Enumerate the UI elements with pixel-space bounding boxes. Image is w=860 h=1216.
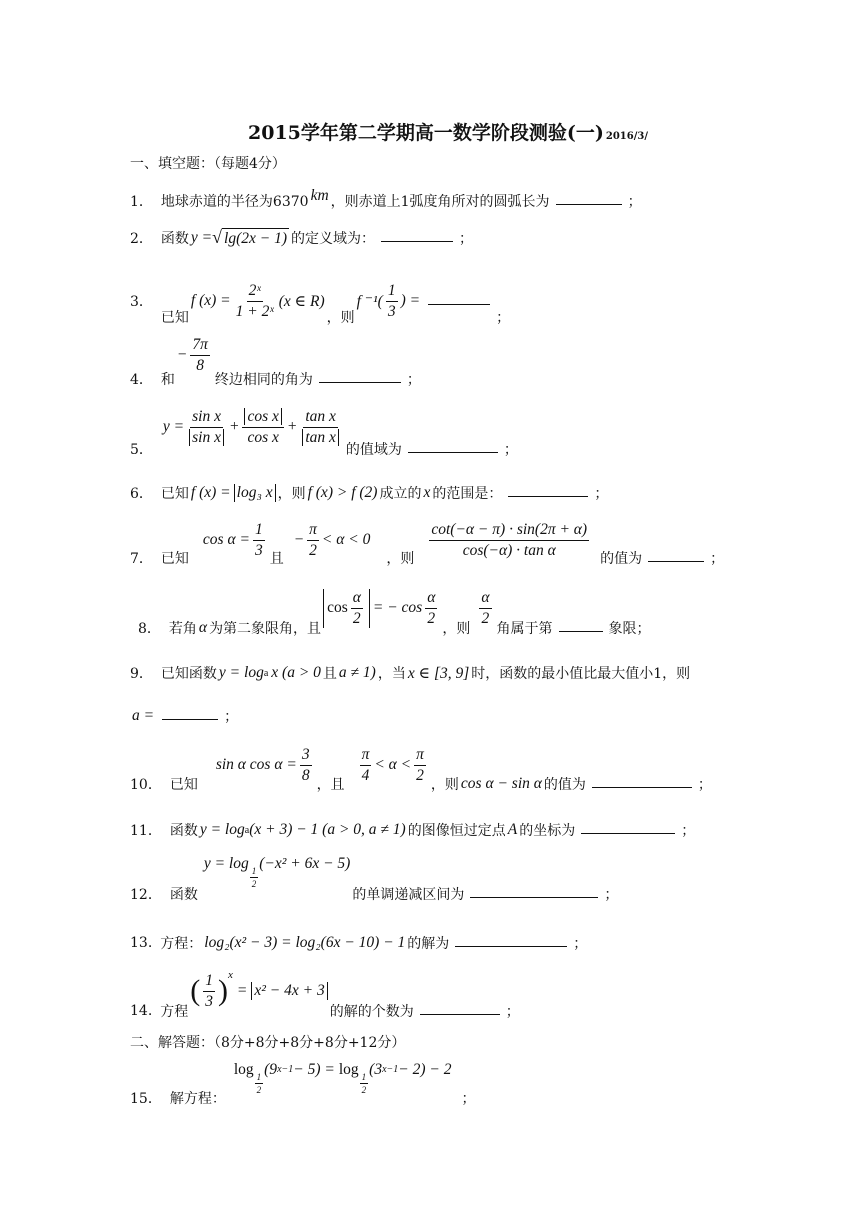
question-text: 已知 [169, 777, 198, 794]
exponent: x−1 [277, 1064, 294, 1076]
answer-blank[interactable] [381, 240, 453, 242]
fraction-denominator: 3 [387, 302, 396, 320]
question-text: ，则赤道上1弧度角所对的圆弧长为 [330, 194, 550, 210]
question-10 [130, 746, 712, 794]
math-expression [200, 821, 406, 839]
punctuation: ； [224, 709, 239, 725]
math-expression [294, 521, 371, 560]
answer-blank[interactable] [162, 718, 218, 720]
fraction-numerator: π [307, 521, 319, 541]
question-8 [138, 589, 651, 638]
fraction-denominator: 2 [427, 609, 436, 627]
log-argument: (−x² + 6x − 5) [259, 854, 351, 872]
plus-sign: + [286, 418, 298, 436]
question-text: ，则 [386, 551, 415, 568]
log-base [255, 1072, 264, 1096]
fraction-denominator: 3 [205, 992, 214, 1010]
log-function: log [233, 1060, 254, 1078]
math-condition: a ≠ 1) [338, 664, 376, 681]
point-a: A [507, 821, 518, 838]
answer-blank[interactable] [592, 786, 692, 788]
fraction-numerator: 1 [253, 521, 265, 541]
answer-blank[interactable] [420, 1013, 500, 1015]
question-13 [130, 933, 587, 953]
title-main: 2015学年第二学期高一数学阶段测验(一) [248, 122, 604, 144]
question-number: 15． [130, 1090, 162, 1107]
answer-blank[interactable] [319, 381, 401, 383]
math-lhs: sin α cos α = [215, 756, 297, 774]
question-text: ，且 [316, 777, 345, 794]
fraction-denominator: 2 [416, 766, 424, 784]
log-argument: (9 [264, 1060, 278, 1078]
fraction-numerator: 1 [255, 1072, 264, 1084]
fraction-denominator: tan x [302, 429, 339, 446]
punctuation: ； [459, 231, 473, 247]
question-text: 象限； [608, 621, 651, 638]
fraction-denominator: 2 [309, 541, 317, 559]
punctuation: ； [604, 886, 619, 903]
question-3 [130, 282, 511, 327]
fraction-denominator: 2 [256, 1085, 262, 1096]
math-expression [177, 336, 213, 375]
inequality: f (x) > f (2) [307, 484, 378, 501]
math-expression [203, 521, 268, 560]
exponent: x [228, 969, 233, 982]
fraction-denominator: 2 [481, 609, 490, 627]
question-text: 的图像恒过定点 [407, 823, 506, 839]
punctuation: ； [505, 1004, 520, 1021]
fraction-numerator: 2ˣ [247, 282, 263, 302]
fraction-numerator: α [479, 589, 491, 609]
question-number: 12． [130, 886, 162, 903]
answer-blank[interactable] [455, 945, 567, 947]
question-number: 2． [130, 231, 153, 247]
question-4 [130, 336, 421, 389]
question-text: ，则 [442, 621, 471, 638]
question-text: 成立的 [379, 486, 422, 502]
question-text: 的解为 [407, 936, 450, 952]
question-12 [130, 854, 619, 903]
question-text: 地球赤道的半径为6370 [160, 194, 309, 210]
radicand: lg(2x − 1) [224, 230, 287, 247]
question-text: 的值为 [543, 777, 586, 794]
math-condition: (x ∈ R) [278, 292, 325, 310]
question-text: 已知函数 [160, 666, 217, 682]
question-text: 的范围是： [432, 486, 503, 502]
math-expression [219, 664, 321, 682]
math-expression [357, 746, 429, 785]
math-expression [163, 408, 344, 447]
inequality: < α < 0 [321, 531, 371, 549]
question-2 [130, 228, 473, 248]
math-lhs: y = [162, 418, 185, 436]
fraction-numerator: 1 [386, 282, 398, 302]
answer-blank[interactable] [581, 832, 675, 834]
fraction-denominator: 1 + 2ˣ [235, 302, 274, 320]
math-lhs: f (x) = [190, 292, 231, 310]
fraction-denominator: 8 [196, 356, 205, 374]
question-9 [130, 663, 690, 683]
question-14 [130, 969, 520, 1021]
math-expression: ( $\frac{1}{3}$ ) x = x² − 4x + 3 [190, 972, 327, 1011]
punctuation: ； [406, 372, 421, 389]
question-text: 和 [160, 372, 175, 389]
exponent: x−1 [382, 1064, 399, 1076]
math-rhs: ) = [400, 292, 421, 310]
question-text: 已知 [160, 486, 189, 502]
minus-sign: − [293, 531, 305, 549]
log-argument: − 5) = [293, 1060, 335, 1078]
absolute-value [323, 589, 370, 628]
question-15 [130, 1060, 476, 1107]
fraction-denominator: 2 [352, 609, 361, 627]
math-expression [191, 484, 276, 502]
inequality: < α < [374, 756, 412, 774]
question-text: 为第二象限角，且 [209, 621, 322, 638]
section-solution: 二、解答题：（8分+8分+8分+8分+12分） [130, 1035, 406, 1051]
math-expression [426, 521, 592, 560]
question-11 [130, 820, 695, 840]
question-text: 方程 [160, 1004, 189, 1021]
math-lhs: cos α = [202, 531, 250, 549]
fraction-numerator: α [425, 589, 437, 609]
fraction-denominator: sin x [189, 429, 224, 446]
fraction-numerator: cos x [244, 408, 281, 425]
fraction-numerator: 1 [203, 972, 215, 992]
section-fill-in: 一、填空题：（每题4分） [130, 156, 286, 172]
minus-sign: − [176, 346, 188, 364]
question-text: 函数 [169, 886, 198, 903]
answer-blank[interactable] [508, 495, 588, 497]
question-text: 角属于第 [496, 621, 553, 638]
question-text: 且 [269, 551, 284, 568]
question-text: 函数 [160, 231, 189, 247]
absolute-value: x² − 4x + 3 [251, 982, 327, 1000]
fraction-numerator: π [360, 746, 372, 766]
punctuation: ； [710, 551, 725, 568]
question-5 [130, 408, 518, 459]
question-1 [130, 187, 642, 211]
log-base: a [244, 824, 250, 836]
log-base [250, 866, 259, 890]
question-number: 3． [130, 294, 153, 311]
log-function: log [338, 1060, 359, 1078]
math-expression [191, 282, 325, 321]
answer-blank[interactable] [408, 451, 498, 453]
fraction-numerator: α [351, 589, 363, 609]
math-expression [233, 1058, 452, 1096]
question-number: 13. [130, 935, 153, 951]
math-expression [323, 589, 440, 628]
fraction-denominator: 4 [361, 766, 370, 784]
interval: x ∈ [3, 9] [407, 664, 470, 682]
log-function: y = log [218, 664, 264, 681]
answer-blank[interactable] [556, 203, 622, 205]
question-number: 1． [130, 194, 153, 210]
question-text: 时，函数的最小值比最大值小1，则 [471, 666, 691, 682]
log-base: a [263, 667, 269, 679]
fraction-numerator: π [414, 746, 426, 766]
sqrt: √ lg(2x − 1) [212, 227, 287, 247]
math-expression [357, 282, 420, 321]
question-7 [130, 521, 725, 568]
punctuation: ； [594, 486, 609, 502]
question-number: 6． [130, 486, 153, 502]
title-date: 2016/3/ [605, 131, 648, 142]
question-text: 的值域为 [345, 442, 402, 459]
fraction-numerator: cot(−α − π) · sin(2π + α) [429, 521, 589, 541]
math-expression [216, 746, 315, 785]
log-argument: x (a > 0 [271, 664, 321, 681]
math-expression [476, 589, 494, 628]
fraction-denominator: 2 [251, 879, 257, 890]
question-text: 且 [322, 666, 337, 682]
math-expression [191, 228, 289, 248]
fraction-numerator: 3 [300, 746, 312, 766]
alpha-symbol: α [198, 619, 208, 637]
math-expression: log₂(x² − 3) = log₂(6x − 10) − 1 [204, 934, 406, 951]
answer-blank[interactable] [470, 896, 598, 898]
question-text: 已知 [160, 551, 189, 568]
question-number: 8． [138, 621, 161, 638]
inverse-function: f ⁻¹( [356, 292, 383, 310]
question-text: 的定义域为： [291, 231, 375, 247]
fraction-numerator: 7π [190, 336, 210, 356]
fraction-denominator: 2 [361, 1085, 367, 1096]
fraction-denominator: cos x [247, 428, 279, 446]
question-text: ，当 [377, 666, 406, 682]
question-text: ，则 [277, 486, 306, 502]
question-number: 7． [130, 551, 153, 568]
math-rhs: = − cos [372, 599, 423, 617]
question-6 [130, 483, 608, 503]
answer-blank[interactable] [428, 303, 490, 305]
punctuation: ； [573, 936, 588, 952]
log-argument: (3 [369, 1060, 383, 1078]
question-number: 9． [130, 666, 153, 682]
question-text: 的坐标为 [519, 823, 576, 839]
fraction-numerator: sin x [190, 408, 223, 428]
question-text: ，则 [430, 777, 459, 794]
absolute-value: log₃ x [234, 484, 276, 502]
math-expression [203, 852, 351, 890]
question-text: 的解的个数为 [329, 1004, 414, 1021]
punctuation: ； [627, 194, 642, 210]
question-text: 解方程： [169, 1090, 226, 1107]
fraction-denominator: cos(−α) · tan α [462, 541, 556, 559]
question-text: 已知 [160, 310, 189, 327]
math-lhs: f (x) = [190, 484, 231, 501]
plus-sign: + [228, 418, 240, 436]
unit-km: km [310, 187, 329, 204]
question-text: 的单调递减区间为 [352, 886, 465, 903]
fraction-denominator: 3 [254, 541, 263, 559]
answer-variable: a = [132, 707, 155, 724]
fraction-numerator: 1 [360, 1072, 369, 1084]
log-argument: − 2) − 2 [398, 1060, 452, 1078]
question-text: 函数 [169, 823, 198, 839]
question-9-answer-line [130, 706, 238, 726]
question-number: 11． [130, 823, 162, 839]
question-number: 4． [130, 372, 153, 389]
question-text: ，则 [326, 310, 355, 327]
math-expression: cos α − sin α [460, 775, 542, 793]
question-text: 若角 [168, 621, 197, 638]
punctuation: ； [503, 442, 518, 459]
question-number: 14. [130, 1003, 153, 1020]
fraction-numerator: 1 [250, 866, 259, 878]
answer-blank[interactable] [648, 560, 704, 562]
fraction-numerator: tan x [303, 408, 338, 428]
fraction-denominator: 8 [301, 766, 310, 784]
equals-sign: = [236, 982, 248, 1000]
question-text: 的值为 [600, 551, 643, 568]
question-text: 方程： [160, 936, 203, 952]
punctuation: ； [697, 777, 712, 794]
log-function: y = log [199, 821, 245, 838]
punctuation: ； [496, 310, 511, 327]
log-base [360, 1072, 369, 1096]
question-number: 5． [130, 442, 153, 459]
question-number: 10． [130, 777, 162, 794]
question-text: 终边相同的角为 [214, 372, 313, 389]
punctuation: ； [681, 823, 696, 839]
answer-blank[interactable] [559, 630, 603, 632]
punctuation: ； [461, 1090, 476, 1107]
log-function: y = log [203, 854, 249, 872]
log-argument: (x + 3) − 1 (a > 0, a ≠ 1) [249, 821, 406, 838]
variable-x: x [423, 484, 431, 501]
math-lhs: y = [190, 229, 213, 246]
page-title [248, 118, 648, 145]
cos-function: cos [327, 599, 348, 617]
